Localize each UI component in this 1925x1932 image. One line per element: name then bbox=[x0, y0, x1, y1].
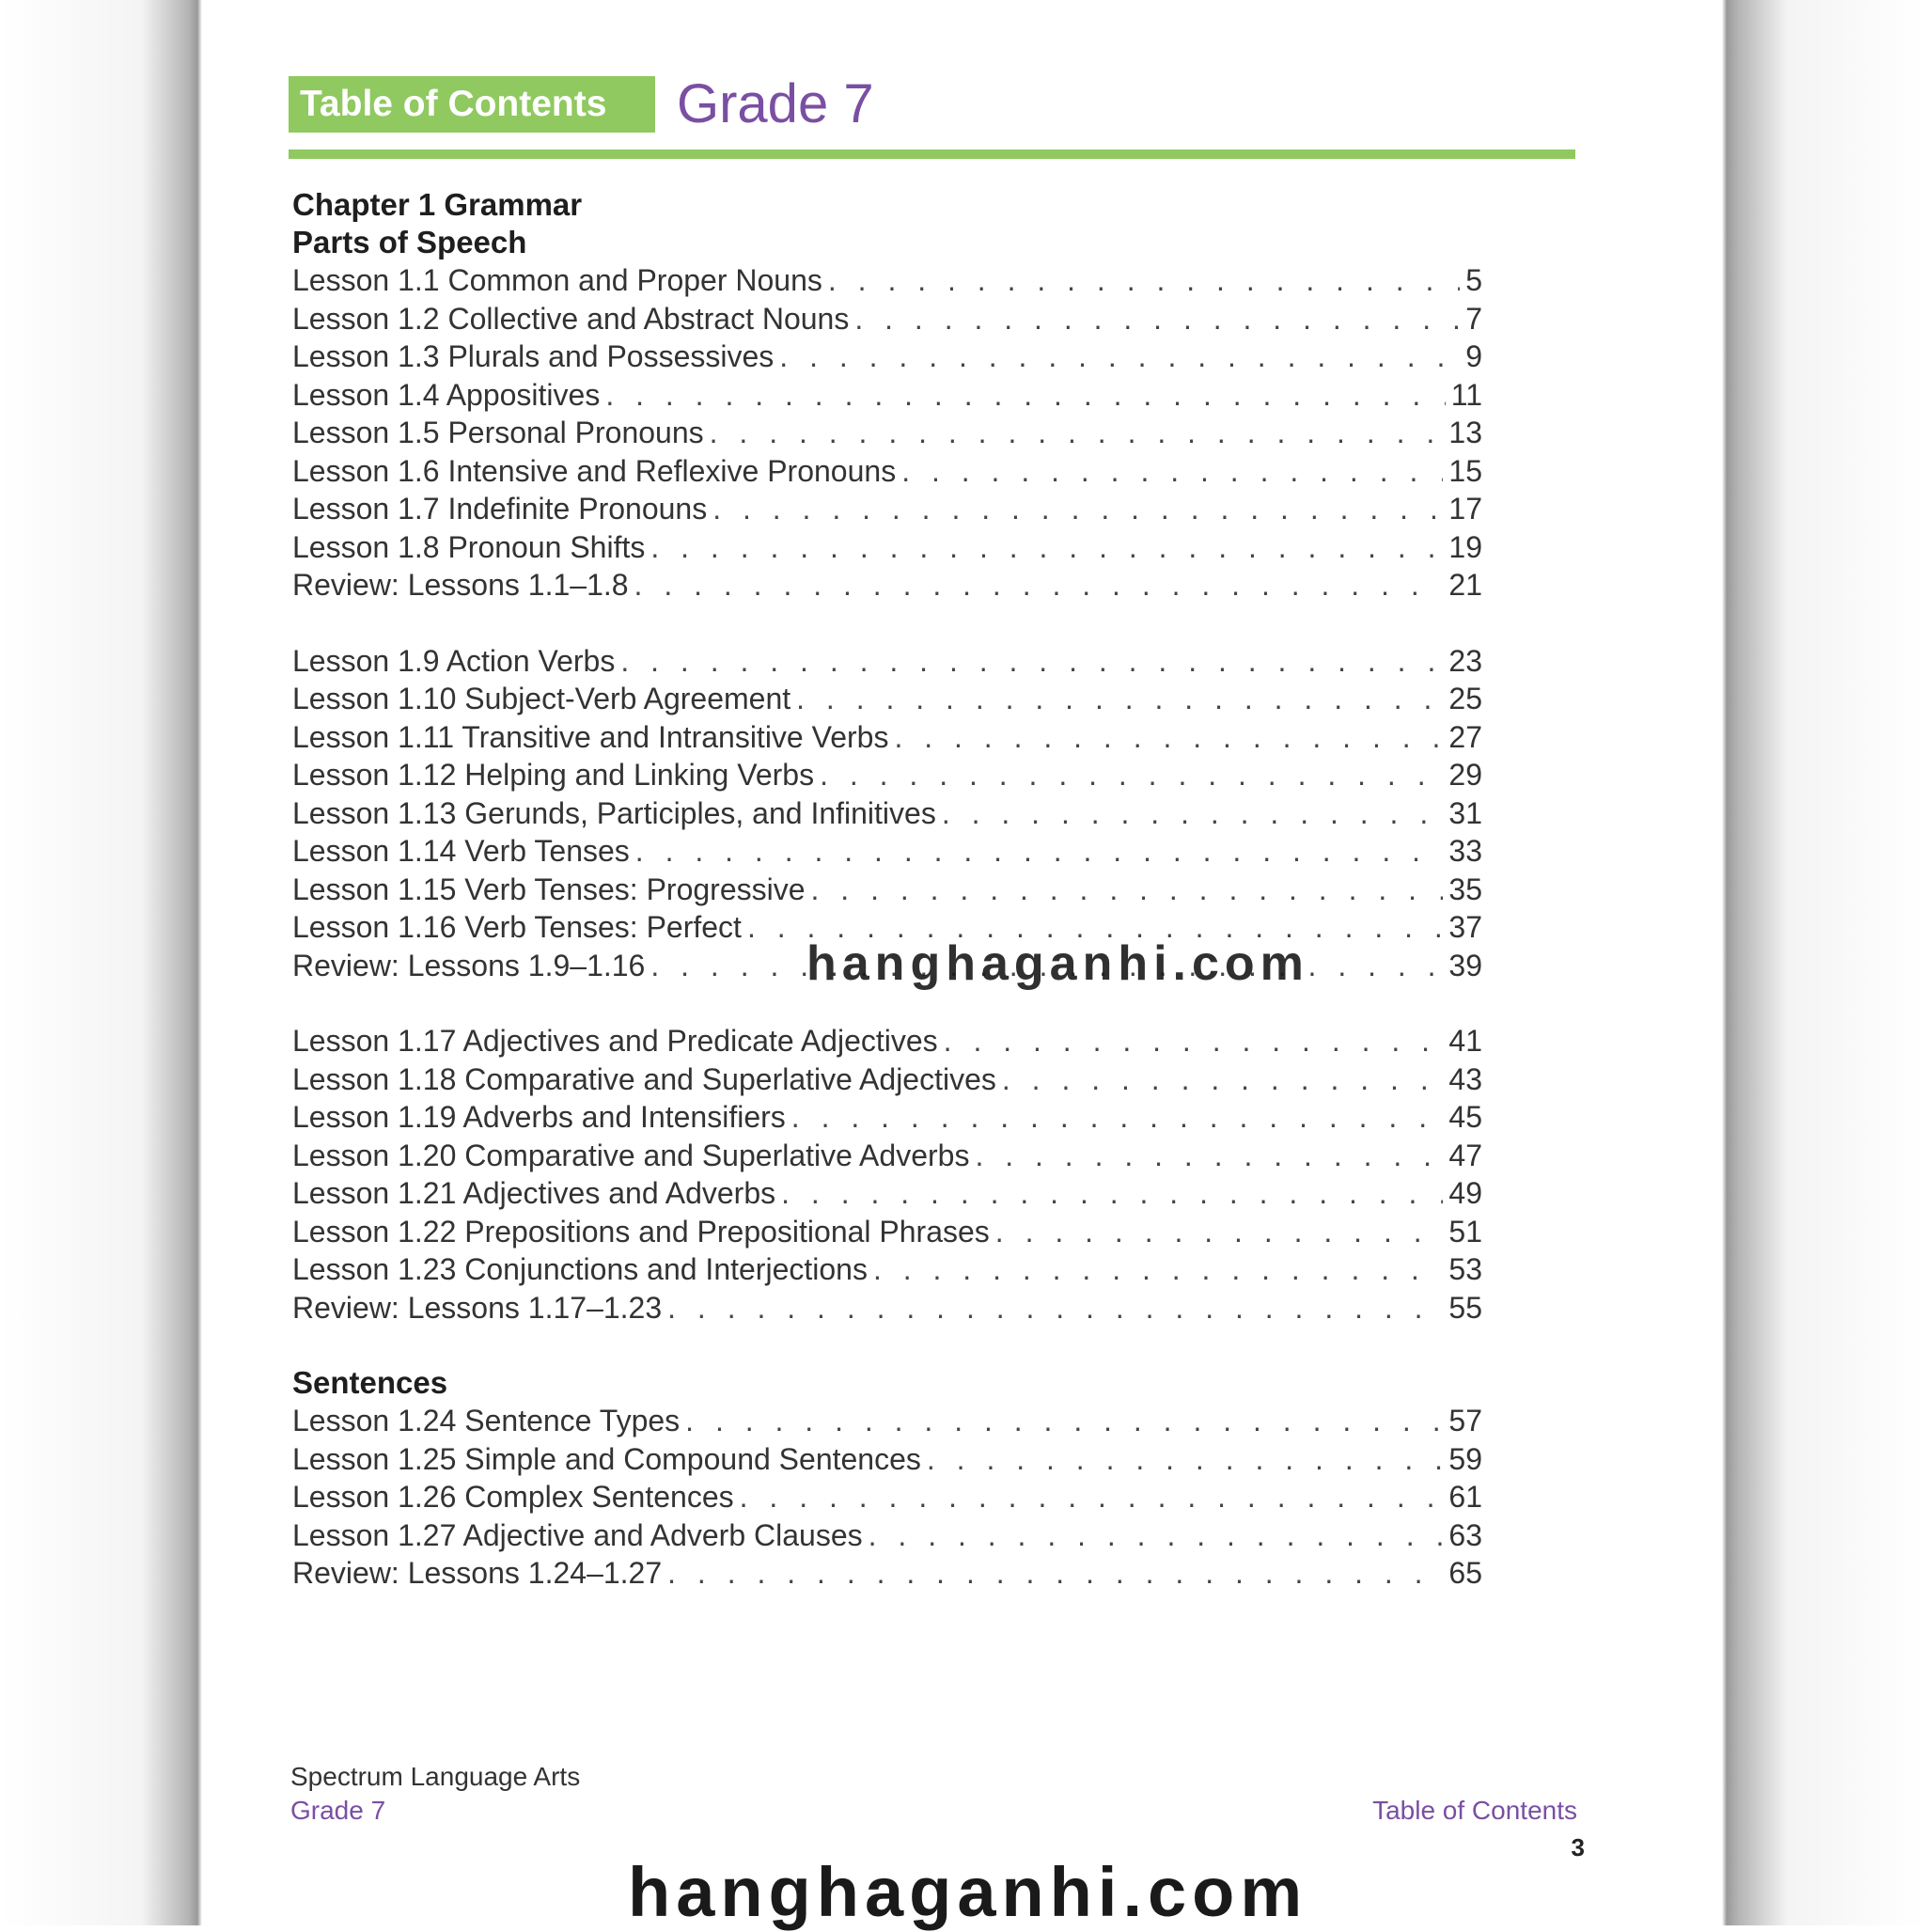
toc-group-3 bbox=[292, 1022, 1482, 1327]
toc-title-box: Table of Contents bbox=[289, 76, 655, 133]
dot-leader bbox=[869, 1516, 1444, 1555]
dot-leader bbox=[634, 566, 1444, 605]
table-of-contents bbox=[292, 186, 1482, 1593]
toc-entry bbox=[292, 794, 1482, 833]
toc-group-4 bbox=[292, 1402, 1482, 1593]
toc-entry-title: Lesson 1.25 Simple and Compound Sentences bbox=[292, 1441, 921, 1476]
chapter-heading: Chapter 1 Grammar bbox=[292, 187, 583, 222]
page-shadow-right bbox=[1722, 0, 1925, 1925]
toc-entry-page: 57 bbox=[1448, 1404, 1482, 1437]
toc-entry-title: Review: Lessons 1.17–1.23 bbox=[292, 1290, 663, 1325]
footer-publication: Spectrum Language Arts bbox=[290, 1762, 581, 1791]
toc-entry bbox=[292, 1137, 1482, 1175]
dot-leader bbox=[811, 871, 1444, 909]
toc-entry-page: 11 bbox=[1450, 377, 1482, 412]
toc-entry-title: Lesson 1.11 Transitive and Intransitive Verbs bbox=[292, 719, 889, 754]
toc-entry-page: 21 bbox=[1448, 568, 1482, 602]
page-shadow-left bbox=[0, 0, 202, 1925]
toc-entry-title: Lesson 1.15 Verb Tenses: Progressive bbox=[292, 872, 806, 906]
toc-entry-page: 53 bbox=[1448, 1252, 1482, 1286]
toc-entry-title: Lesson 1.9 Action Verbs bbox=[292, 643, 616, 678]
toc-entry-title: Lesson 1.19 Adverbs and Intensifiers bbox=[292, 1100, 786, 1134]
toc-entry-title: Lesson 1.8 Pronoun Shifts bbox=[292, 529, 646, 564]
grade-title: Grade 7 bbox=[677, 73, 874, 134]
toc-entry bbox=[292, 1554, 1482, 1593]
toc-entry-title: Lesson 1.27 Adjective and Adverb Clauses bbox=[292, 1517, 863, 1552]
toc-entry bbox=[292, 1060, 1482, 1099]
toc-entry-page: 35 bbox=[1448, 872, 1482, 906]
toc-entry-title: Lesson 1.12 Helping and Linking Verbs bbox=[292, 758, 815, 792]
toc-entry-title: Lesson 1.3 Plurals and Possessives bbox=[292, 339, 775, 373]
toc-group-2 bbox=[292, 642, 1482, 985]
toc-entry bbox=[292, 261, 1482, 300]
toc-entry-page: 61 bbox=[1448, 1480, 1482, 1514]
toc-entry bbox=[292, 718, 1482, 757]
toc-entry-title: Lesson 1.23 Conjunctions and Interjections bbox=[292, 1252, 868, 1286]
toc-entry bbox=[292, 1289, 1482, 1327]
toc-entry-title: Lesson 1.5 Personal Pronouns bbox=[292, 416, 704, 449]
dot-leader bbox=[942, 794, 1444, 833]
toc-entry-title: Lesson 1.22 Prepositions and Prepositional Phrases bbox=[292, 1214, 990, 1249]
toc-entry-page: 23 bbox=[1448, 643, 1482, 678]
dot-leader bbox=[975, 1137, 1443, 1175]
toc-entry-title: Lesson 1.14 Verb Tenses bbox=[292, 834, 630, 868]
toc-entry bbox=[292, 1174, 1482, 1213]
toc-entry-page: 63 bbox=[1448, 1517, 1482, 1552]
toc-entry bbox=[292, 452, 1482, 491]
toc-entry-page: 47 bbox=[1448, 1138, 1482, 1172]
dot-leader bbox=[667, 1289, 1443, 1327]
group-spacer bbox=[292, 1327, 1482, 1364]
section-heading-parts-of-speech: Parts of Speech bbox=[292, 225, 527, 259]
toc-entry-title: Lesson 1.16 Verb Tenses: Perfect bbox=[292, 910, 742, 944]
toc-entry-title: Lesson 1.10 Subject-Verb Agreement bbox=[292, 682, 791, 715]
dot-leader bbox=[781, 1174, 1443, 1213]
toc-entry-page: 39 bbox=[1448, 948, 1482, 982]
toc-entry-page: 65 bbox=[1448, 1556, 1482, 1590]
toc-entry bbox=[292, 490, 1482, 528]
dot-leader bbox=[650, 528, 1443, 567]
footer-section: Table of Contents bbox=[1372, 1796, 1577, 1825]
toc-entry bbox=[292, 338, 1482, 376]
dot-leader bbox=[901, 452, 1443, 491]
toc-entry-title: Lesson 1.6 Intensive and Reflexive Pronouns bbox=[292, 453, 897, 488]
toc-group-1 bbox=[292, 261, 1482, 605]
toc-entry-title: Lesson 1.7 Indefinite Pronouns bbox=[292, 492, 708, 526]
toc-entry-page: 9 bbox=[1465, 339, 1482, 373]
toc-entry-page: 43 bbox=[1448, 1061, 1482, 1096]
toc-entry-page: 51 bbox=[1448, 1214, 1482, 1249]
toc-entry-title: Review: Lessons 1.24–1.27 bbox=[292, 1556, 663, 1590]
toc-entry-page: 27 bbox=[1448, 719, 1482, 754]
toc-entry-title: Review: Lessons 1.1–1.8 bbox=[292, 568, 629, 602]
toc-entry bbox=[292, 642, 1482, 681]
header-divider bbox=[289, 149, 1575, 159]
toc-entry-page: 55 bbox=[1448, 1290, 1482, 1325]
toc-entry-page: 37 bbox=[1448, 910, 1482, 944]
toc-entry-page: 19 bbox=[1448, 529, 1482, 564]
toc-entry bbox=[292, 1478, 1482, 1516]
dot-leader bbox=[820, 756, 1443, 794]
toc-entry-page: 7 bbox=[1465, 301, 1482, 336]
dot-leader bbox=[779, 338, 1460, 376]
toc-entry-page: 25 bbox=[1448, 682, 1482, 715]
page-number: 3 bbox=[1571, 1833, 1585, 1861]
toc-entry-title: Lesson 1.26 Complex Sentences bbox=[292, 1480, 734, 1514]
watermark-mid: hanghaganhi.com bbox=[806, 936, 1309, 991]
toc-entry-page: 15 bbox=[1448, 453, 1482, 488]
toc-entry-title: Lesson 1.24 Sentence Types bbox=[292, 1404, 681, 1437]
toc-entry bbox=[292, 1440, 1482, 1479]
dot-leader bbox=[667, 1554, 1443, 1593]
group-spacer bbox=[292, 605, 1482, 642]
toc-entry-page: 31 bbox=[1448, 795, 1482, 830]
toc-entry bbox=[292, 1022, 1482, 1060]
dot-leader bbox=[894, 718, 1443, 757]
dot-leader bbox=[712, 490, 1443, 528]
toc-entry-title: Lesson 1.4 Appositives bbox=[292, 377, 601, 412]
watermark-bottom: hanghaganhi.com bbox=[628, 1853, 1308, 1931]
toc-entry bbox=[292, 680, 1482, 718]
toc-entry bbox=[292, 528, 1482, 567]
dot-leader bbox=[1002, 1060, 1444, 1099]
dot-leader bbox=[854, 300, 1460, 338]
dot-leader bbox=[995, 1213, 1444, 1251]
toc-entry bbox=[292, 1250, 1482, 1289]
toc-entry-page: 29 bbox=[1448, 758, 1482, 792]
toc-entry-title: Review: Lessons 1.9–1.16 bbox=[292, 948, 646, 982]
dot-leader bbox=[927, 1440, 1444, 1479]
toc-entry bbox=[292, 1098, 1482, 1137]
toc-entry-title: Lesson 1.17 Adjectives and Predicate Adjectives bbox=[292, 1024, 938, 1058]
toc-entry-title: Lesson 1.2 Collective and Abstract Nouns bbox=[292, 301, 850, 336]
dot-leader bbox=[635, 832, 1444, 871]
toc-entry-title: Lesson 1.21 Adjectives and Adverbs bbox=[292, 1176, 776, 1210]
dot-leader bbox=[944, 1022, 1444, 1060]
dot-leader bbox=[605, 376, 1445, 415]
dot-leader bbox=[873, 1250, 1443, 1289]
toc-entry bbox=[292, 1402, 1482, 1440]
dot-leader bbox=[740, 1478, 1444, 1516]
section-heading-sentences: Sentences bbox=[292, 1365, 448, 1400]
dot-leader bbox=[791, 1098, 1444, 1137]
toc-entry-page: 49 bbox=[1448, 1176, 1482, 1210]
toc-entry-page: 41 bbox=[1448, 1024, 1482, 1058]
toc-entry-page: 33 bbox=[1448, 834, 1482, 868]
toc-entry-page: 59 bbox=[1448, 1441, 1482, 1476]
toc-entry bbox=[292, 1516, 1482, 1555]
toc-entry bbox=[292, 566, 1482, 605]
dot-leader bbox=[685, 1402, 1443, 1440]
toc-entry bbox=[292, 414, 1482, 452]
toc-entry-page: 13 bbox=[1448, 416, 1482, 449]
toc-entry-title: Lesson 1.1 Common and Proper Nouns bbox=[292, 263, 822, 297]
dot-leader bbox=[620, 642, 1443, 681]
footer-grade: Grade 7 bbox=[290, 1796, 386, 1825]
toc-entry-title: Lesson 1.13 Gerunds, Participles, and Infinitives bbox=[292, 795, 936, 830]
toc-entry-page: 17 bbox=[1448, 492, 1482, 526]
toc-entry-page: 5 bbox=[1465, 263, 1482, 297]
toc-entry-title: Lesson 1.18 Comparative and Superlative Adjectives bbox=[292, 1061, 996, 1096]
dot-leader bbox=[828, 261, 1460, 300]
toc-entry bbox=[292, 832, 1482, 871]
toc-entry bbox=[292, 871, 1482, 909]
dot-leader bbox=[710, 414, 1444, 452]
toc-entry bbox=[292, 1213, 1482, 1251]
toc-entry bbox=[292, 756, 1482, 794]
toc-entry bbox=[292, 300, 1482, 338]
dot-leader bbox=[796, 680, 1443, 718]
toc-entry bbox=[292, 376, 1482, 415]
toc-entry-page: 45 bbox=[1448, 1100, 1482, 1134]
toc-entry-title: Lesson 1.20 Comparative and Superlative Adverbs bbox=[292, 1138, 970, 1172]
